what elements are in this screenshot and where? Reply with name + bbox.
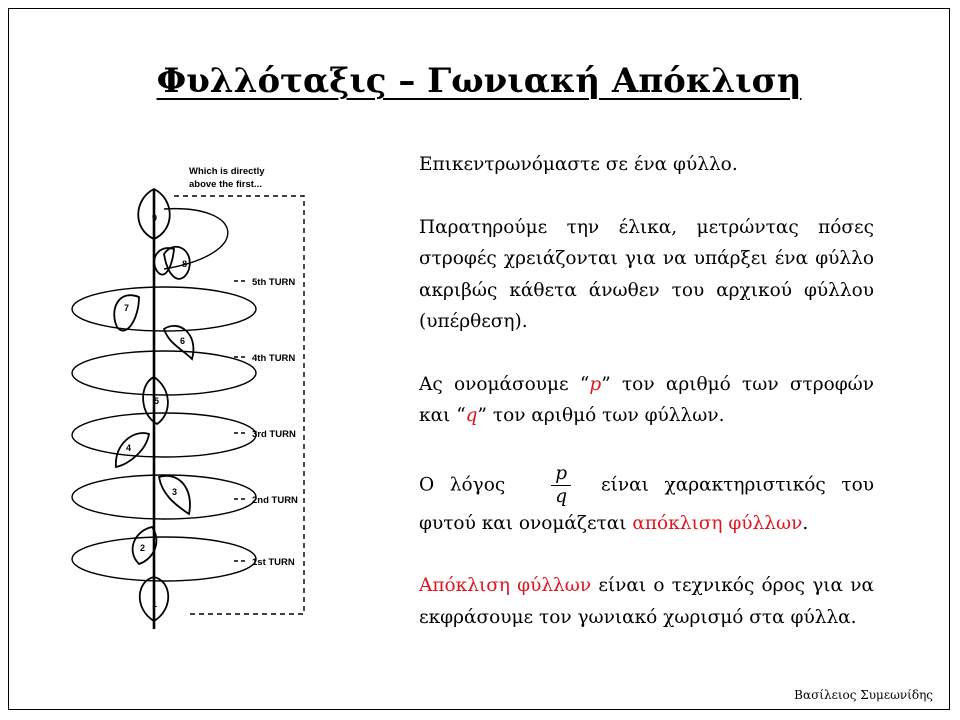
paragraph-2: Παρατηρούμε την έλικα, μετρώντας πόσες στροφές χρειάζονται για να υπάρξει ένα φύλλο ακριβώς κάθετα άνωθεν του αρχικού φύλλου (υπέρθεση). bbox=[419, 216, 874, 332]
leaf-number-1: 1 bbox=[152, 599, 158, 609]
paragraph-3 bbox=[419, 369, 874, 432]
paragraph-5 bbox=[419, 570, 874, 633]
turn-label-5th: 5th TURN bbox=[252, 277, 296, 288]
figure-caption-line1: Which is directly bbox=[189, 166, 265, 177]
turn-label-1st: 1st TURN bbox=[252, 557, 295, 568]
turn-label-3rd: 3rd TURN bbox=[252, 429, 296, 440]
p3-part-c: ” τον αριθμό των φύλλων. bbox=[477, 405, 725, 426]
p5-highlight: Απόκλιση φύλλων bbox=[419, 575, 592, 596]
body-text bbox=[419, 149, 874, 664]
p5-rest: είναι ο τεχνικός όρος για να εκφράσουμε τον γωνιακό χωρισμό στα φύλλα. bbox=[419, 575, 874, 628]
fraction-denominator: q bbox=[555, 485, 568, 507]
paragraph-1: Επικεντρωνόμαστε σε ένα φύλλο. bbox=[419, 154, 738, 175]
leaf-number-3: 3 bbox=[172, 487, 178, 497]
slide-title: Φυλλόταξις – Γωνιακή Απόκλιση bbox=[156, 61, 802, 101]
slide bbox=[8, 8, 950, 710]
leaf-number-9: 9 bbox=[152, 213, 158, 223]
phyllotaxis-diagram bbox=[54, 159, 354, 649]
leaf-number-4: 4 bbox=[126, 443, 132, 453]
turn-label-2nd: 2nd TURN bbox=[252, 495, 298, 506]
p4-highlight: απόκλιση φύλλων bbox=[632, 512, 803, 534]
variable-q: q bbox=[465, 405, 478, 426]
p3-part-b: ” τον αριθμό των στροφών και “ bbox=[419, 373, 874, 426]
p4-part-c: . bbox=[802, 512, 809, 534]
fraction-p-over-q bbox=[551, 463, 571, 508]
p3-part-a: Ας ονομάσουμε “ bbox=[419, 373, 590, 395]
author-footer: Βασίλειος Συμεωνίδης bbox=[794, 688, 933, 702]
fraction-numerator: p bbox=[551, 463, 571, 486]
leaf-number-7: 7 bbox=[124, 303, 130, 313]
paragraph-4 bbox=[419, 463, 874, 540]
figure-caption-line2: above the first... bbox=[189, 179, 262, 190]
variable-p: p bbox=[589, 373, 602, 395]
p4-part-a: Ο λόγος bbox=[419, 474, 506, 495]
p4-part-b: είναι χαρακτηριστικός του φυτού και ονομάζεται bbox=[419, 474, 874, 534]
leaf-number-5: 5 bbox=[154, 396, 160, 406]
leaf-number-2: 2 bbox=[140, 543, 146, 553]
turn-label-4th: 4th TURN bbox=[252, 353, 296, 364]
leaf-number-6: 6 bbox=[180, 336, 186, 346]
leaf-number-8: 8 bbox=[182, 259, 188, 269]
